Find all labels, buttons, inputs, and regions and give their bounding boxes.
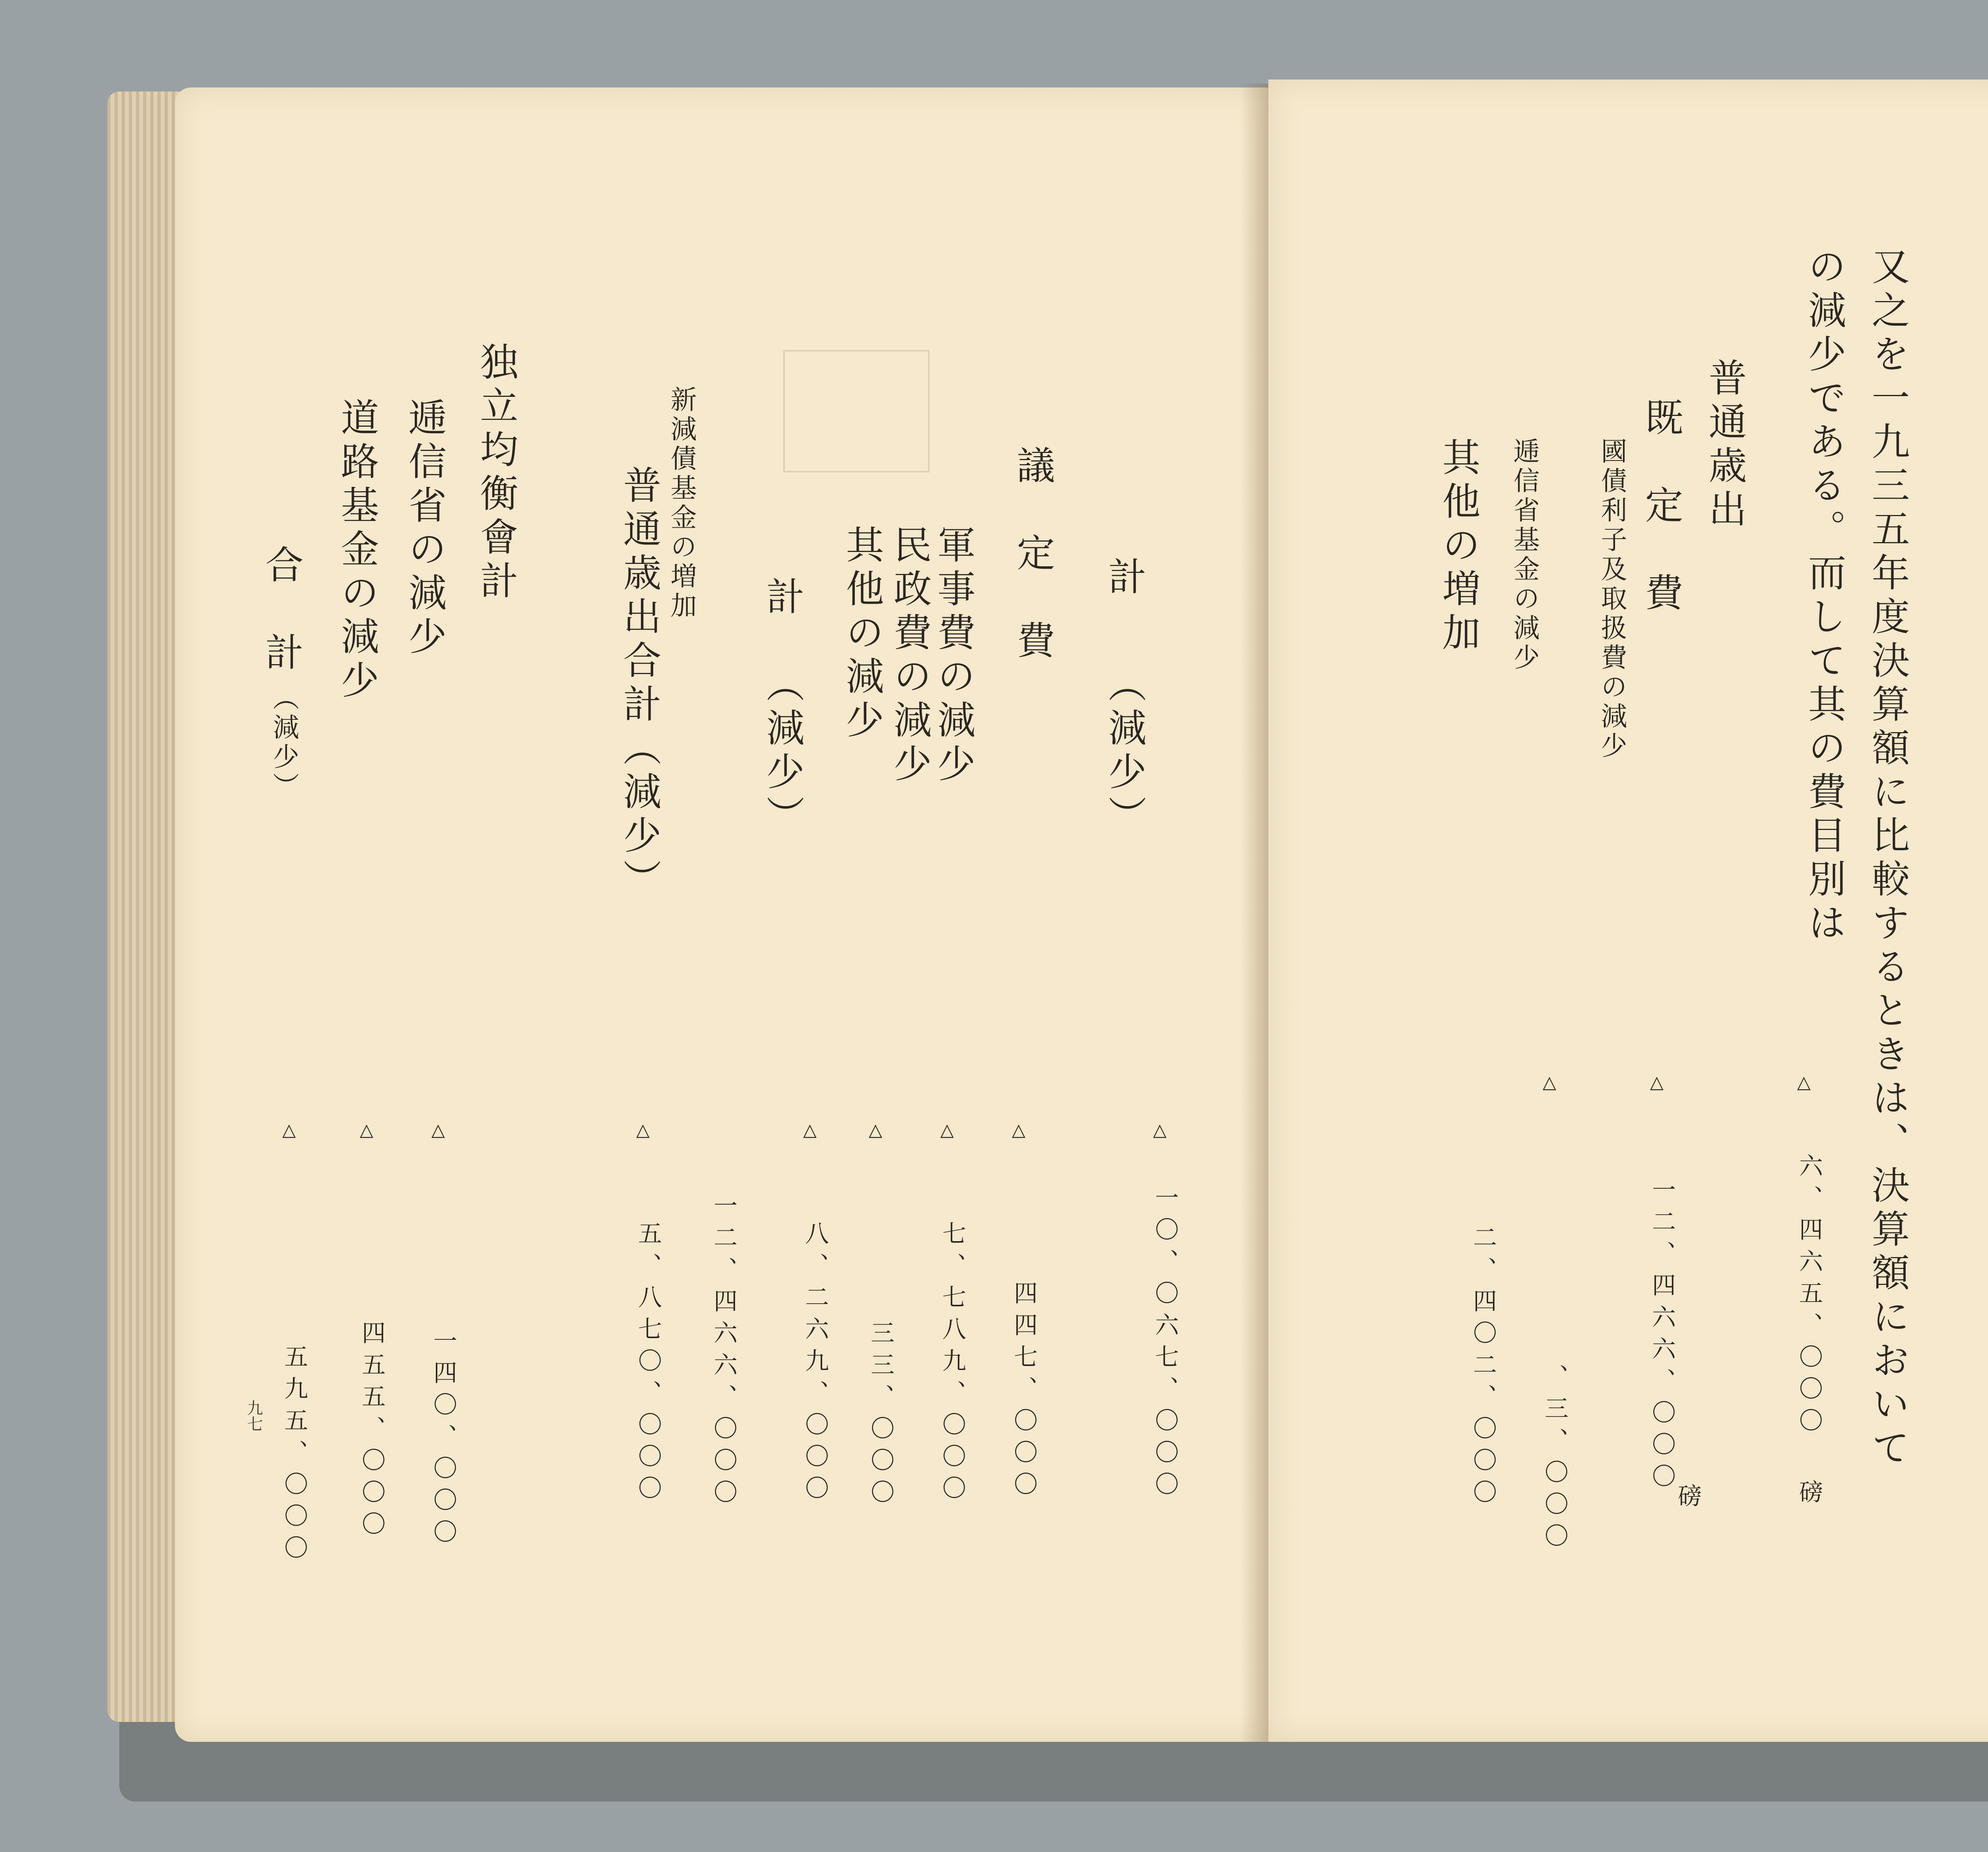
row-amount: 五、八七〇、〇〇〇: [634, 1221, 662, 1507]
left-page: [175, 87, 1272, 1742]
pound-unit: 磅: [1795, 1479, 1823, 1511]
decrease-marker: △: [431, 1120, 445, 1140]
decrease-marker: △: [1543, 1072, 1556, 1092]
decrease-marker: △: [1012, 1120, 1025, 1140]
row-label: 逓信省の減少: [402, 398, 447, 660]
decrease-marker: △: [1153, 1120, 1167, 1140]
text-line: 又之を一九三五年度決算額に比較するときは、決算額において: [1866, 247, 1910, 1471]
top-amount: 六、四六五、〇〇〇: [1795, 1153, 1823, 1440]
row-label: 合 計: [259, 545, 304, 676]
row-label: 軍事費の減少: [931, 525, 976, 787]
row-note: （減少）: [760, 664, 805, 839]
item-amount: 、三、〇〇〇: [1541, 1364, 1569, 1555]
row-note: （減少）: [1102, 664, 1147, 839]
decrease-marker: △: [940, 1120, 954, 1140]
row-amount: 一四〇、〇〇〇: [429, 1328, 457, 1551]
row-label: 計: [760, 577, 805, 620]
row-label: 計: [1102, 557, 1147, 600]
row-amount: 三三、〇〇〇: [867, 1320, 895, 1511]
decrease-marker: △: [360, 1120, 373, 1140]
row-label: 新減債基金の増加: [666, 386, 697, 621]
item-label: 既 定 費: [1639, 398, 1683, 616]
decrease-marker: △: [282, 1120, 296, 1140]
item-label: 國債利子及取扱費の減少: [1596, 437, 1627, 761]
row-amount: 四四七、〇〇〇: [1010, 1281, 1038, 1503]
page-number-left: 九七: [245, 1400, 263, 1432]
faint-stamp-mark: [783, 350, 930, 472]
row-label: 議 定 費: [1011, 445, 1055, 664]
row-amount: 八、二六九、〇〇〇: [801, 1221, 829, 1507]
row-label: 独立均衡會計: [474, 342, 518, 604]
item-amount: 二、四〇二、〇〇〇: [1469, 1225, 1497, 1511]
pound-unit: 磅: [1674, 1483, 1702, 1515]
decrease-marker: △: [869, 1120, 882, 1140]
row-label: 其他の減少: [840, 525, 884, 744]
decrease-marker: △: [1797, 1072, 1811, 1092]
decrease-marker: △: [1650, 1072, 1664, 1092]
row-label: 道路基金の減少: [335, 398, 379, 704]
row-amount: 五九五、〇〇〇: [280, 1344, 308, 1567]
row-amount: 一〇、〇六七、〇〇〇: [1151, 1185, 1179, 1503]
row-amount: 七、七八九、〇〇〇: [938, 1221, 966, 1507]
row-note: （減少）: [268, 684, 299, 802]
decrease-marker: △: [803, 1120, 817, 1140]
row-label: 民政費の減少: [887, 525, 932, 787]
item-amount: 一二、四六六、〇〇〇: [1648, 1177, 1676, 1495]
item-label: 逓信省基金の減少: [1509, 437, 1540, 673]
item-label: 普通歳出: [1703, 358, 1747, 533]
right-page: [1268, 80, 1988, 1742]
text-line: の減少である。而して其の費目別は: [1802, 247, 1846, 946]
row-amount: 一二、四六六、〇〇〇: [710, 1193, 738, 1511]
item-label: 其他の増加: [1436, 437, 1481, 656]
row-amount: 四五五、〇〇〇: [358, 1320, 386, 1543]
decrease-marker: △: [636, 1120, 650, 1140]
row-label: 普通歳出合計（減少）: [617, 465, 662, 903]
